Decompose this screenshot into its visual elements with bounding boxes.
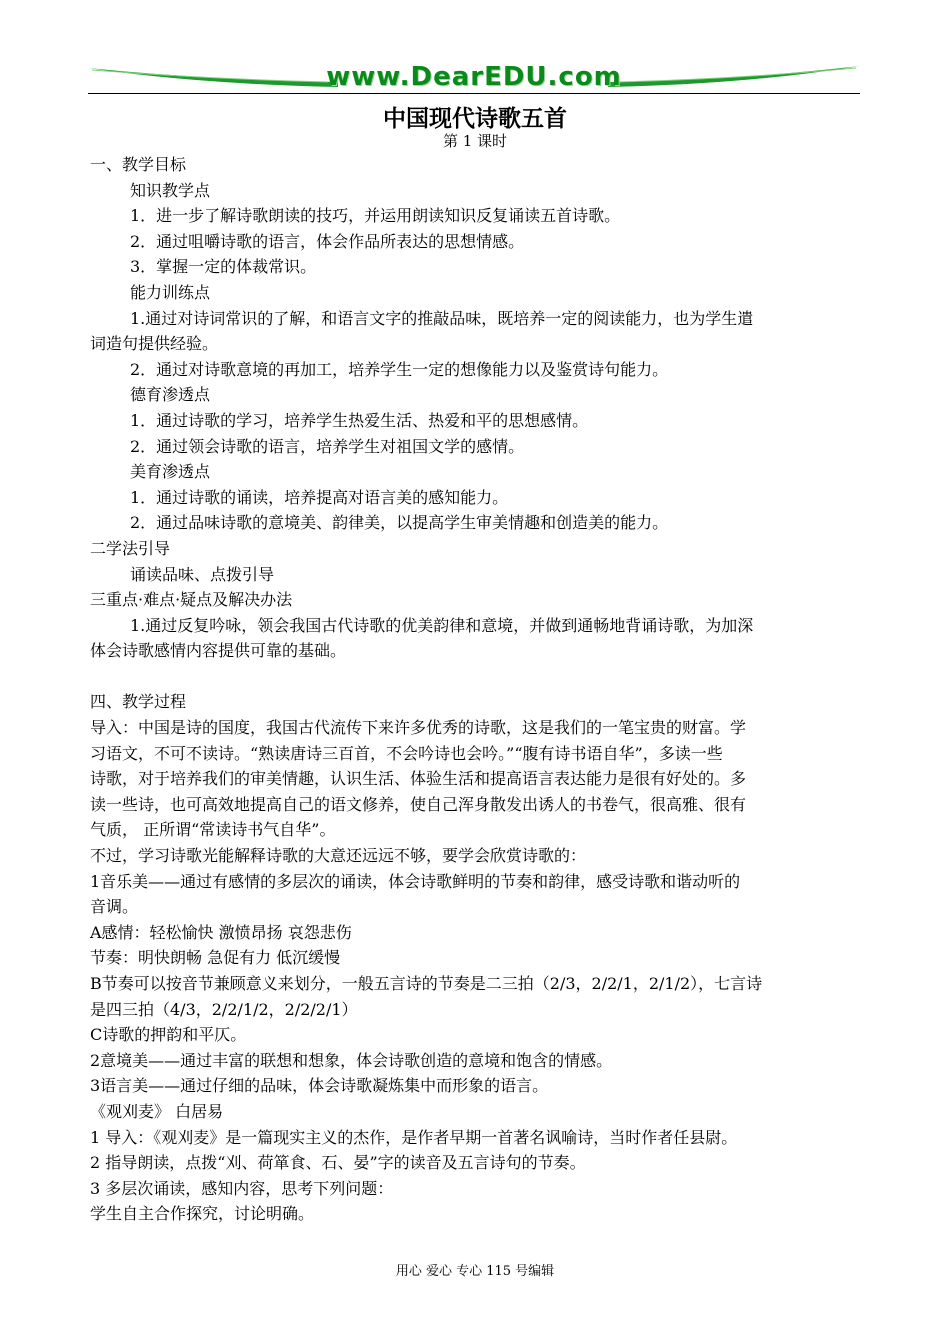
subsection-heading: 德育渗透点 [130, 385, 211, 405]
body-line: 习语文，不可不读诗。“熟读唐诗三百首，不会吟诗也会吟。”“腹有诗书语自华”，多读一些 [90, 743, 723, 763]
section-heading: 一、教学目标 [90, 155, 187, 174]
body-line: 1．进一步了解诗歌朗读的技巧，并运用朗读知识反复诵读五首诗歌。 [130, 206, 621, 226]
section-heading: 三重点·难点·疑点及解决办法 [90, 590, 293, 610]
site-header-banner [88, 58, 860, 98]
page-footer: 用心 爱心 专心 115 号编辑 [395, 1264, 555, 1279]
site-logo-text: www.DearEDU.com [326, 62, 622, 92]
document-body [90, 152, 860, 1227]
body-line: 3语言美——通过仔细的品味，体会诗歌凝炼集中而形象的语言。 [90, 1076, 549, 1096]
body-line: 1．通过诗歌的学习，培养学生热爱生活、热爱和平的思想感情。 [130, 410, 589, 430]
body-line: B节奏可以按音节兼顾意义来划分，一般五言诗的节奏是二三拍（2/3，2/2/1，2/1/2），七言诗 [90, 974, 763, 993]
poem-title-line: 《观刈麦》 白居易 [90, 1101, 224, 1121]
body-line: 诵读品味、点拨引导 [130, 564, 275, 584]
body-line: 导入：中国是诗的国度，我国古代流传下来许多优秀的诗歌，这是我们的一笔宝贵的财富。学 [90, 718, 747, 738]
body-line: 2．通过品味诗歌的意境美、韵律美，以提高学生审美情趣和创造美的能力。 [130, 513, 669, 533]
lesson-subtitle: 第 1 课时 [442, 132, 508, 150]
body-line: 是四三拍（4/3，2/2/1/2，2/2/2/1） [90, 999, 358, 1019]
body-line: A感情：轻松愉快 激愤昂扬 哀怨悲伤 [90, 922, 352, 942]
document-title: 中国现代诗歌五首 [383, 105, 567, 132]
body-line: 2意境美——通过丰富的联想和想象，体会诗歌创造的意境和饱含的情感。 [90, 1050, 613, 1070]
body-line: 1．通过诗歌的诵读，培养提高对语言美的感知能力。 [130, 487, 509, 507]
body-line: C诗歌的押韵和平仄。 [90, 1025, 247, 1045]
section-heading: 四、教学过程 [90, 692, 187, 712]
body-line: 不过，学习诗歌光能解释诗歌的大意还远远不够，要学会欣赏诗歌的： [90, 846, 587, 866]
body-line: 2 指导朗读，点拨“刈、荷箪食、石、晏”字的读音及五言诗句的节奏。 [90, 1153, 586, 1173]
subsection-heading: 知识教学点 [130, 180, 211, 200]
body-line: 学生自主合作探究，讨论明确。 [90, 1204, 315, 1224]
body-line: 诗歌，对于培养我们的审美情趣，认识生活、体验生活和提高语言表达能力是很有好处的。多 [90, 769, 747, 789]
body-line: 1.通过对诗词常识的了解，和语言文字的推敲品味，既培养一定的阅读能力，也为学生遣 [130, 308, 754, 328]
body-line: 3 多层次诵读，感知内容，思考下列问题： [90, 1178, 394, 1198]
body-line: 读一些诗，也可高效地提高自己的语文修养，使自己浑身散发出诱人的书卷气，很高雅、很有 [90, 794, 747, 814]
body-line: 1音乐美——通过有感情的多层次的诵读，体会诗歌鲜明的节奏和韵律，感受诗歌和谐动听的 [90, 871, 741, 891]
body-line: 体会诗歌感情内容提供可靠的基础。 [90, 641, 347, 661]
body-line: 2．通过对诗歌意境的再加工，培养学生一定的想像能力以及鉴赏诗句能力。 [130, 359, 669, 379]
blank-line [90, 664, 860, 690]
body-line: 3．掌握一定的体裁常识。 [130, 257, 317, 277]
subsection-heading: 美育渗透点 [130, 462, 211, 482]
body-line: 节奏：明快朗畅 急促有力 低沉缓慢 [90, 948, 341, 968]
body-line: 1 导入：《观刈麦》是一篇现实主义的杰作，是作者早期一首著名讽喻诗，当时作者任县尉。 [90, 1127, 738, 1147]
section-heading: 二学法引导 [90, 538, 171, 558]
body-line: 气质， 正所谓“常读诗书气自华”。 [90, 820, 336, 840]
body-line: 音调。 [90, 897, 139, 917]
body-line: 2．通过咀嚼诗歌的语言，体会作品所表达的思想情感。 [130, 231, 525, 251]
body-line: 2．通过领会诗歌的语言，培养学生对祖国文学的感情。 [130, 436, 525, 456]
body-line: 1.通过反复吟咏，领会我国古代诗歌的优美韵律和意境，并做到通畅地背诵诗歌，为加深 [130, 615, 754, 635]
subsection-heading: 能力训练点 [130, 282, 211, 302]
body-line: 词造句提供经验。 [90, 334, 219, 354]
header-rule [88, 93, 860, 94]
